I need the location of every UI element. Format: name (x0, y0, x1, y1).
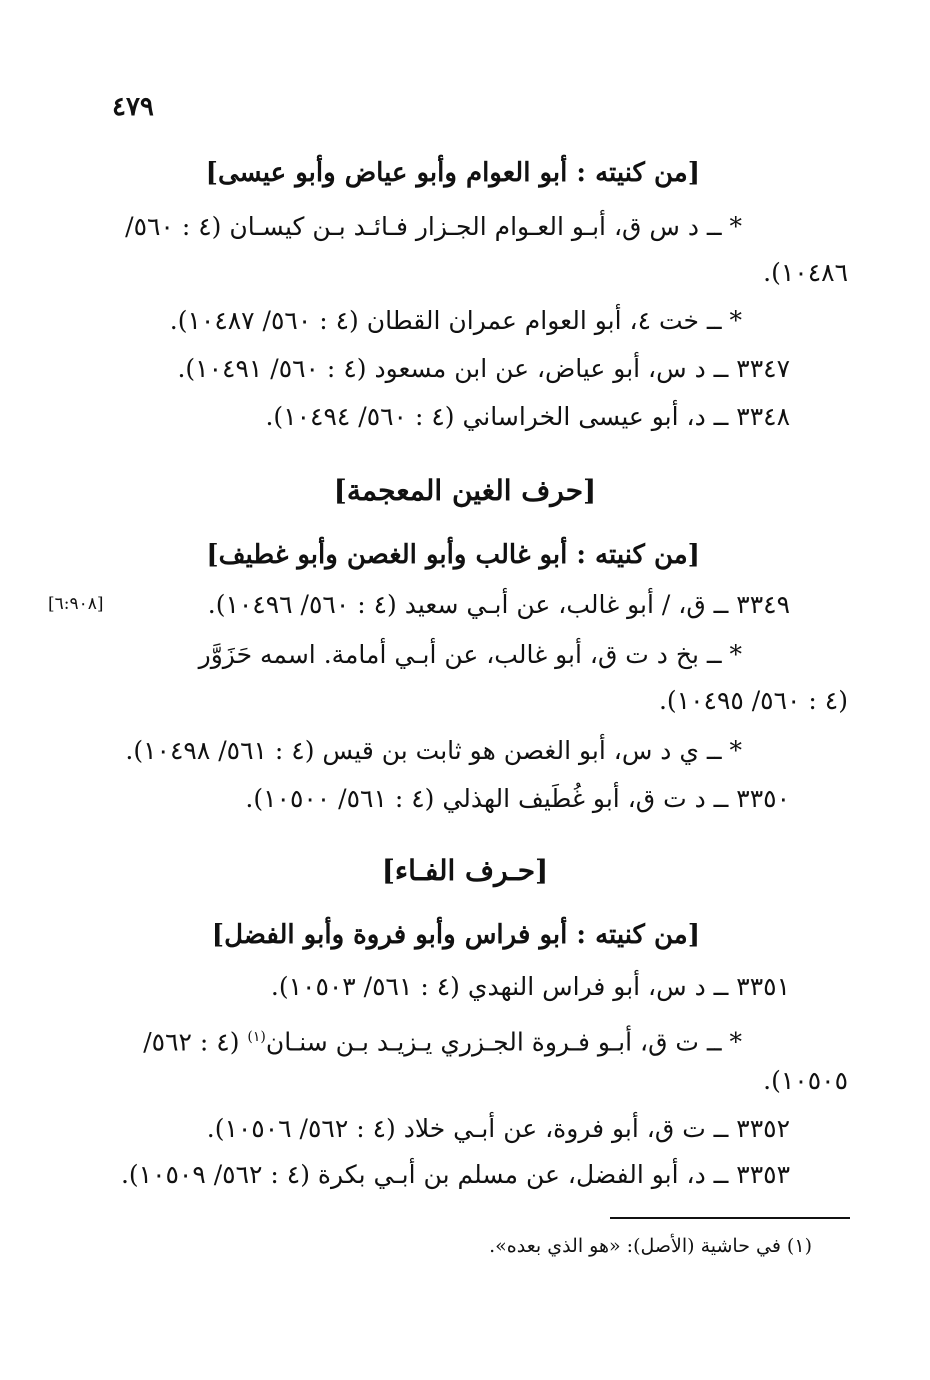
entry-text: * ــ ت ق، أبـو فـروة الجـزري يـزيـد بـن سنـان (265, 1027, 742, 1057)
entry-line: * ــ ي د س، أبو الغصن هو ثابت بن قيس (٤ : ٥٦١/ ١٠٤٩٨). (125, 736, 742, 765)
entry-line: ٣٣٥٠ ــ د ت ق، أبو غُطَيف الهذلي (٤ : ٥٦١/ ١٠٥٠٠). (245, 784, 790, 813)
section-heading-2: [من كنيته : أبو غالب وأبو الغصن وأبو غطيف] (206, 540, 700, 570)
entry-text-tail: (٤ : ٥٦٢/ (143, 1027, 248, 1057)
entry-line: ٣٣٥٣ ــ د، أبو الفضل، عن مسلم بن أبـي بكرة (٤ : ٥٦٢/ ١٠٥٠٩). (120, 1160, 790, 1189)
entry-line: ٣٣٤٨ ــ د، أبو عيسى الخراساني (٤ : ٥٦٠/ ١٠٤٩٤). (265, 402, 790, 431)
entry-line: * ــ خت ٤، أبو العوام عمران القطان (٤ : ٥٦٠/ ١٠٤٨٧). (169, 306, 742, 335)
entry-line: * ــ بخ د ت ق، أبو غالب، عن أبـي أمامة. اسمه حَزَوَّر (198, 640, 742, 669)
entry-line: ٣٣٤٩ ــ ق، / أبو غالب، عن أبـي سعيد (٤ : ٥٦٠/ ١٠٤٩٦). (207, 590, 790, 619)
footnote-separator (610, 1217, 850, 1219)
entry-line-continuation: (٤ : ٥٦٠/ ١٠٤٩٥). (658, 686, 848, 715)
footnote: (١) في حاشية (الأصل): «هو الذي بعده». (489, 1235, 812, 1257)
entry-line-continuation: ١٠٥٠٥). (763, 1066, 848, 1095)
entry-line: * ــ د س ق، أبـو العـوام الجـزار فـائـد بـن كيسـان (٤ : ٥٦٠/ (125, 212, 742, 241)
entry-line: ٣٣٤٧ ــ د س، أبو عياض، عن ابن مسعود (٤ : ٥٦٠/ ١٠٤٩١). (177, 354, 790, 383)
margin-reference: [٦:٩٠٨] (48, 594, 104, 614)
section-heading-1: [من كنيته : أبو العوام وأبو عياض وأبو عيسى] (205, 158, 700, 188)
entry-line: ٣٣٥١ ــ د س، أبو فراس النهدي (٤ : ٥٦١/ ١٠٥٠٣). (270, 972, 790, 1001)
footnote-marker: (١) (247, 1029, 266, 1045)
letter-heading-fa: [حـرف الفـاء] (381, 854, 549, 887)
entry-line: ٣٣٥٢ ــ ت ق، أبو فروة، عن أبـي خلاد (٤ : ٥٦٢/ ١٠٥٠٦). (206, 1114, 790, 1143)
page-number: ٤٧٩ (112, 92, 154, 122)
entry-line (143, 1020, 742, 1059)
entry-line-continuation: ١٠٤٨٦). (763, 258, 848, 287)
section-heading-3: [من كنيته : أبو فراس وأبو فروة وأبو الفضل] (211, 920, 700, 950)
letter-heading-ghain: [حرف الغين المعجمة] (333, 474, 597, 507)
